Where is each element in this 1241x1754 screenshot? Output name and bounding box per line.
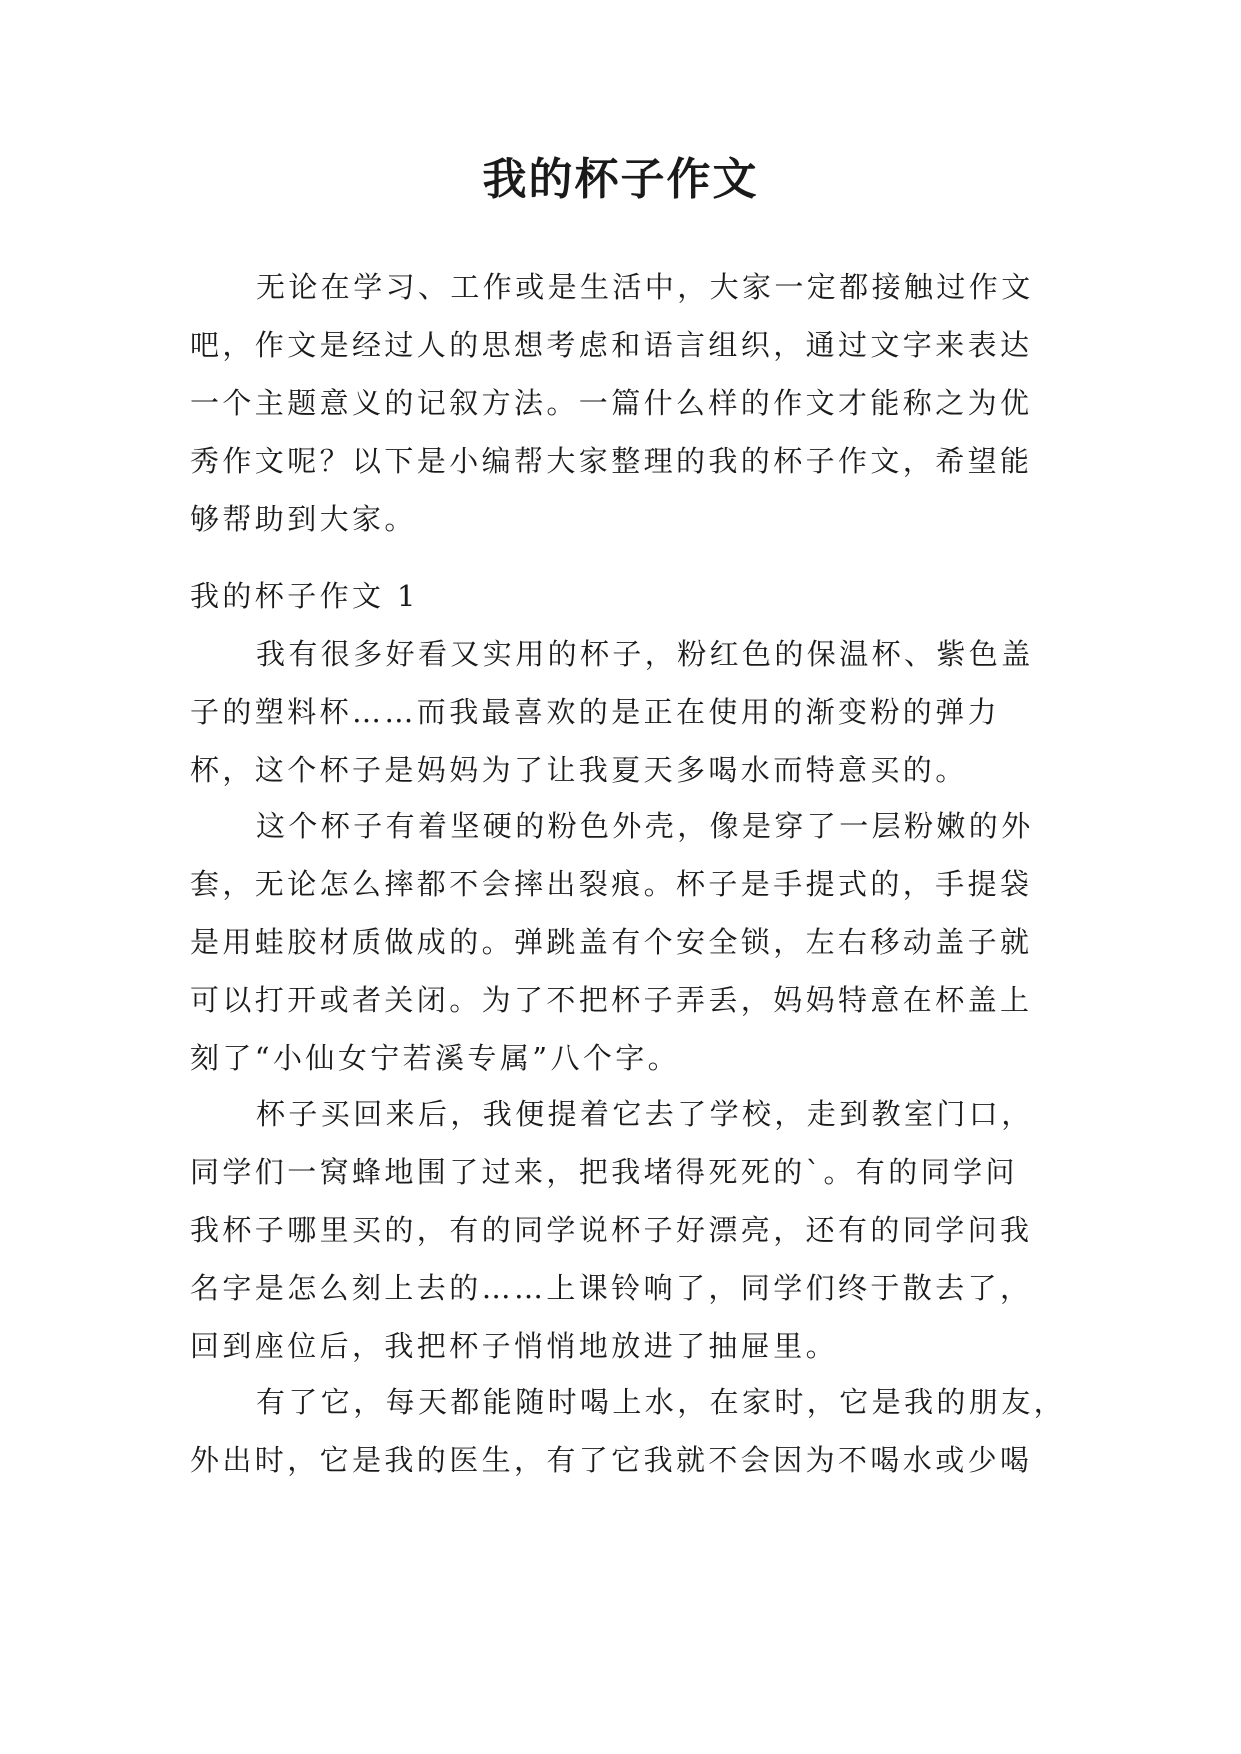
text-line: 套，无论怎么摔都不会摔出裂痕。杯子是手提式的，手提袋 (190, 867, 1033, 901)
text-line: 吧，作文是经过人的思想考虑和语言组织，通过文字来表达 (190, 328, 1033, 362)
text-line: 秀作文呢？以下是小编帮大家整理的我的杯子作文，希望能 (190, 444, 1033, 478)
text-line: 刻了“小仙女宁若溪专属”八个字。 (190, 1041, 681, 1075)
text-line: 杯子买回来后，我便提着它去了学校，走到教室门口， (256, 1097, 1034, 1131)
paragraph-1 (190, 625, 1050, 799)
text-line: 无论在学习、工作或是生活中，大家一定都接触过作文 (256, 270, 1034, 304)
text-line: 一个主题意义的记叙方法。一篇什么样的作文才能称之为优 (190, 386, 1033, 420)
text-line: 外出时，它是我的医生，有了它我就不会因为不喝水或少喝 (190, 1443, 1033, 1477)
text-line: 有了它，每天都能随时喝上水，在家时，它是我的朋友， (256, 1385, 1067, 1419)
text-line: 我有很多好看又实用的杯子，粉红色的保温杯、紫色盖 (256, 637, 1034, 671)
text-line: 这个杯子有着坚硬的粉色外壳，像是穿了一层粉嫩的外 (256, 809, 1034, 843)
text-line: 回到座位后，我把杯子悄悄地放进了抽屉里。 (190, 1329, 839, 1363)
text-line: 够帮助到大家。 (190, 502, 417, 536)
text-line: 可以打开或者关闭。为了不把杯子弄丢，妈妈特意在杯盖上 (190, 983, 1033, 1017)
text-line: 名字是怎么刻上去的……上课铃响了，同学们终于散去了， (190, 1271, 1033, 1305)
text-line: 杯，这个杯子是妈妈为了让我夏天多喝水而特意买的。 (190, 753, 968, 787)
paragraph-2 (190, 797, 1050, 1087)
paragraph-3 (190, 1085, 1050, 1375)
text-line: 是用蛙胶材质做成的。弹跳盖有个安全锁，左右移动盖子就 (190, 925, 1033, 959)
document-title: 我的杯子作文 (482, 154, 759, 205)
text-line: 我杯子哪里买的，有的同学说杯子好漂亮，还有的同学问我 (190, 1213, 1033, 1247)
text-line: 子的塑料杯……而我最喜欢的是正在使用的渐变粉的弹力 (190, 695, 1001, 729)
section-heading-text: 我的杯子作文 1 (190, 579, 419, 613)
paragraph-4 (190, 1373, 1067, 1489)
text-line: 同学们一窝蜂地围了过来，把我堵得死死的`。有的同学问 (190, 1155, 1018, 1189)
section-heading (190, 567, 1050, 625)
intro-paragraph (190, 258, 1050, 548)
